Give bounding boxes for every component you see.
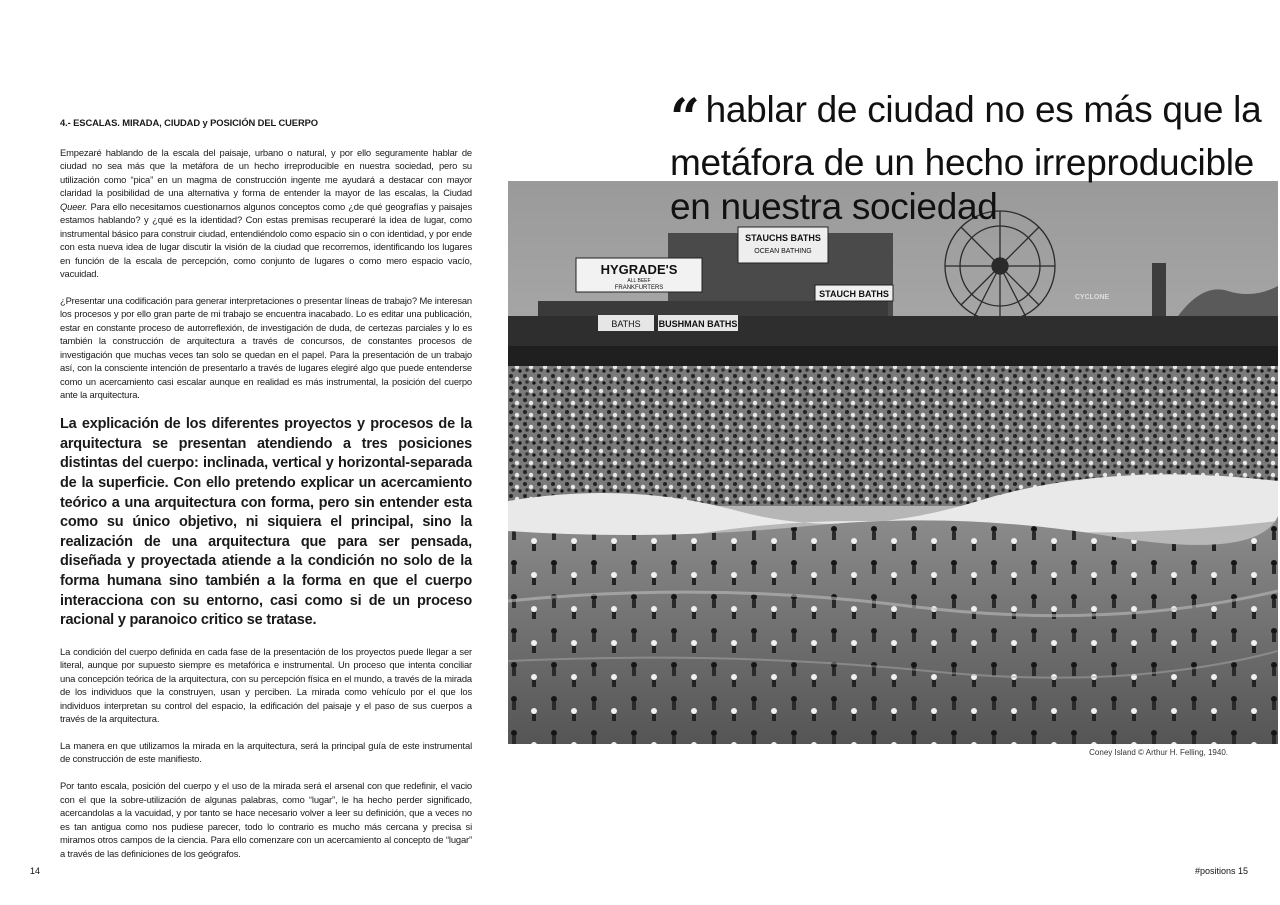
paragraph-4: La manera en que utilizamos la mirada en la arquitectura, será la principal guía de este instrumental de construcción de este manifiesto.: [60, 739, 472, 765]
section-heading: 4.- ESCALAS. MIRADA, CIUDAD y POSICIÓN DEL CUERPO: [60, 117, 318, 128]
sign-bushman-baths: BUSHMAN BATHS: [658, 319, 738, 329]
page-number-right: #positions 15: [1194, 866, 1248, 876]
left-text-column: [60, 117, 472, 874]
sign-cyclone: CYCLONE: [1074, 294, 1110, 301]
lead-paragraph: La explicación de los diferentes proyectos y procesos de la arquitectura se presentan atendiendo a tres posiciones distintas del cuerpo: inclinada, vertical y horizontal-separada de la superficie. Con ello pretendo explicar un acercamiento teórico a una arquitectura con forma, pero sin entender esta como su único objetivo, ni siquiera el principal, sino la realización de una arquitectura que para ser pensada, diseñada y proyectada atiende a la condición no solo de la forma humana sino también a la forma en que el cuerpo interacciona con su entorno, casi como si de un proceso racional y paranoico critico se tratase.: [60, 416, 472, 629]
paragraph-1-part-a: Empezaré hablando de la escala del paisaje, urbano o natural, y por ello seguramente hablar de ciudad no sea más que la metáfora de un hecho irreproducible en nuestra sociedad, pero su utilización como “pica” en un magma de construcción ingente me ayudará a destacar con mayor claridad la posibilidad de una alternativa y forma de entender la mayor de las escalas, la Ciudad: [60, 147, 472, 199]
quote-text: hablar de ciudad no es más que la metáfora de un hecho irreproducible en nuestra sociedad: [670, 89, 1262, 227]
sign-stauchs-baths: STAUCHS BATHS: [745, 233, 821, 243]
paragraph-1-part-b: Para ello necesitamos cuestionarnos algunos conceptos como ¿de qué geografías y paisajes estamos hablando? y ¿qué es la identidad? Con estas premisas recuperaré la idea de lugar, como instrumental básico para construir ciudad, entendiéndolo como espacio sin o con identidad, y por ende con esta nueva idea de lugar discutir la visión de la ciudad que recorremos, identificando los lugares en función de la escala de percepción, como conjunto de lugares o como mero espacio vacío, vacuidad.: [60, 200, 472, 280]
sign-baths: BATHS: [611, 319, 641, 329]
paragraph-5: Por tanto escala, posición del cuerpo y el uso de la mirada será el arsenal con que redefinir, el vacio con el que la sobre-utilización de algunas palabras, como “lugar”, le ha hecho perder significado, acercandolas a la vacuidad, y por tanto se hace necesario volver a leer su definición, que a veces no es tan antigua como nos pudiese parecer, todo lo contrario es mucho más cercana y precisa si miramos otros campos de la ciencia. Para ello comenzare con un acercamiento al concepto de “lugar” a través de las definiciones de los geógrafos.: [60, 780, 472, 859]
sign-ocean-bathing: OCEAN BATHING: [754, 248, 812, 255]
sign-frankfurters: FRANKFURTERS: [614, 285, 664, 291]
sign-all-beef: ALL BEEF: [627, 278, 651, 284]
paragraph-1: [60, 146, 472, 281]
quote-mark-icon: “: [670, 88, 700, 149]
page-number-left: 14: [30, 866, 41, 876]
sign-hygrades: HYGRADE'S: [600, 262, 678, 277]
sign-stauch-baths: STAUCH BATHS: [819, 289, 889, 299]
paragraph-2: ¿Presentar una codificación para generar interpretaciones o presentar líneas de trabajo? Me interesan los procesos y por ello gran parte de mi trabajo se encuentra inacabado. Lo es editar una publicación, estar en constante proceso de autorreflexión, de investigación de duda, de certezas parciales y lo es también la construcción de arquitectura a través de concursos, de constantes procesos de investigación que muchas veces tan solo se quedan en el papel. Para la presentación de un trabajo así, con la consciente intención de presentarlo a través de lugares elegiré algo que puede entenderse como un acercamiento casi escalar aunque en realidad es más instrumental, la posición del cuerpo ante la arquitectura.: [60, 295, 472, 401]
paragraph-3: La condición del cuerpo definida en cada fase de la presentación de los proyectos puede llegar a ser literal, aunque por supuesto siempre es metafórica e instrumental. Un proceso que intenta conciliar una concepción teórica de la arquitectura, con su percepción física en el mundo, a través de la mirada de los individuos que la construyen, usan y perciben. La mirada como vehículo por el que los individuos interpretan su control del espacio, la edificación del paisaje y el paso de sus cuerpos a través de la arquitectura.: [60, 645, 472, 724]
pull-quote: [670, 88, 1270, 229]
paragraph-1-emphasis: Queer.: [60, 200, 88, 212]
coney-island-photo: [508, 181, 1278, 744]
photo-caption: Coney Island © Arthur H. Felling, 1940.: [1089, 748, 1228, 757]
